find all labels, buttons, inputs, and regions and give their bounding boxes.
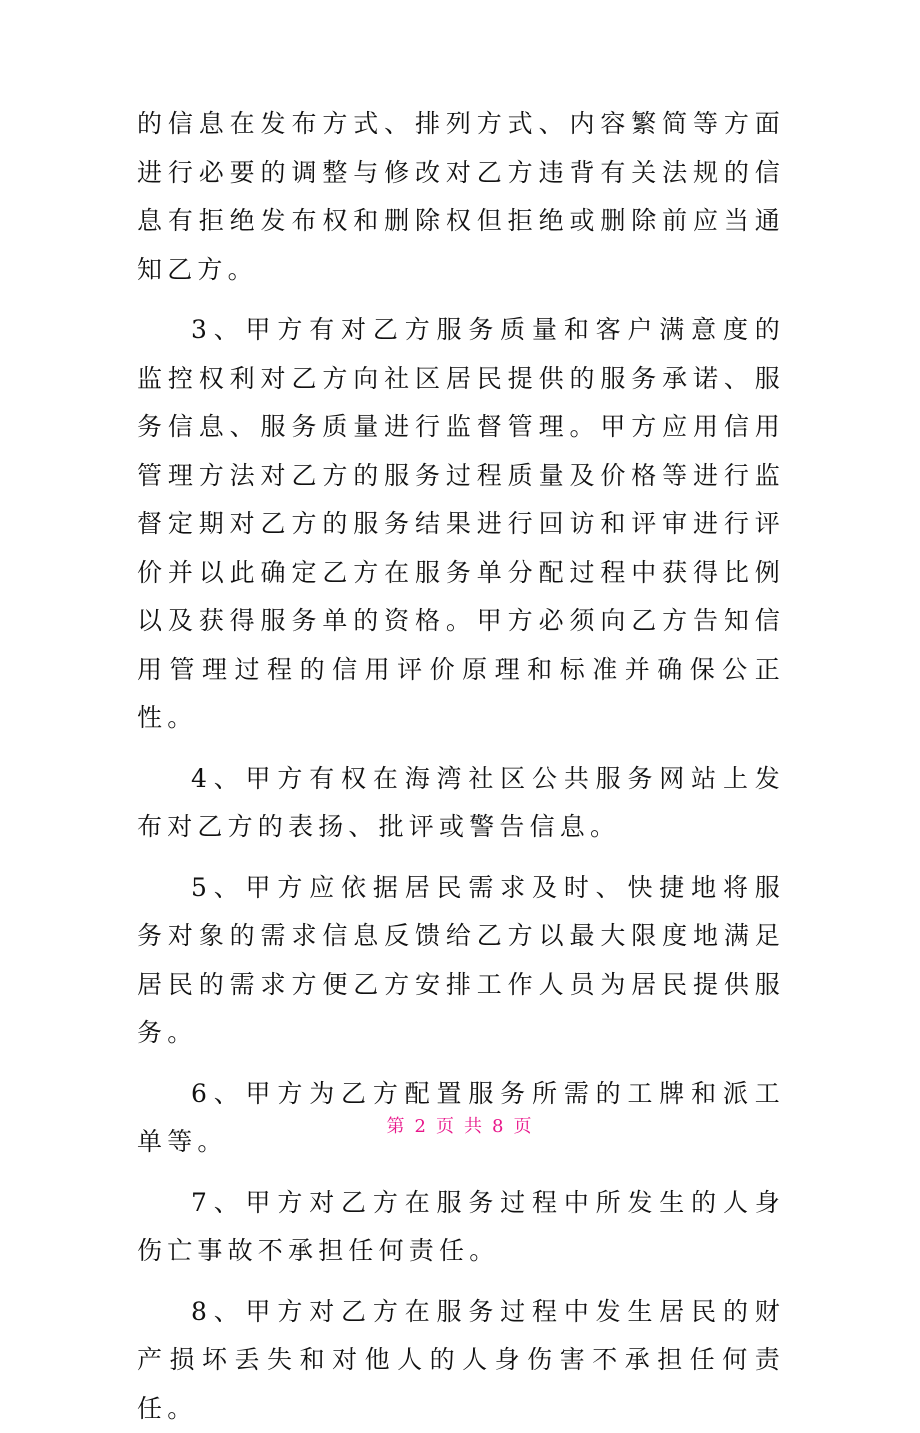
footer-label-ye-2: 页 (513, 1112, 533, 1138)
page-footer (0, 1112, 920, 1138)
paragraph-continued: 的信息在发布方式、排列方式、内容繁简等方面进行必要的调整与修改对乙方违背有关法规的信息有拒绝发布权和删除权但拒绝或删除前应当通知乙方。 (137, 100, 785, 294)
paragraph-item-5: 5、甲方应依据居民需求及时、快捷地将服务对象的需求信息反馈给乙方以最大限度地满足居民的需求方便乙方安排工作人员为居民提供服务。 (137, 864, 785, 1058)
paragraph-item-6: 6、甲方为乙方配置服务所需的工牌和派工单等。 (137, 1070, 785, 1167)
paragraph-item-3: 3、甲方有对乙方服务质量和客户满意度的监控权利对乙方向社区居民提供的服务承诺、服务信息、服务质量进行监督管理。甲方应用信用管理方法对乙方的服务过程质量及价格等进行监督定期对乙方的服务结果进行回访和评审进行评价并以此确定乙方在服务单分配过程中获得比例以及获得服务单的资格。甲方必须向乙方告知信用管理过程的信用评价原理和标准并确保公正性。 (137, 306, 785, 743)
paragraph-item-7: 7、甲方对乙方在服务过程中所发生的人身伤亡事故不承担任何责任。 (137, 1179, 785, 1276)
footer-total-pages: 8 (492, 1116, 505, 1137)
footer-label-di: 第 (387, 1112, 407, 1138)
document-body (137, 100, 785, 1433)
footer-label-ye: 页 (436, 1112, 456, 1138)
footer-current-page: 2 (415, 1116, 428, 1137)
footer-label-gong: 共 (464, 1112, 484, 1138)
paragraph-item-4: 4、甲方有权在海湾社区公共服务网站上发布对乙方的表扬、批评或警告信息。 (137, 755, 785, 852)
paragraph-item-8: 8、甲方对乙方在服务过程中发生居民的财产损坏丢失和对他人的人身伤害不承担任何责任。 (137, 1288, 785, 1433)
